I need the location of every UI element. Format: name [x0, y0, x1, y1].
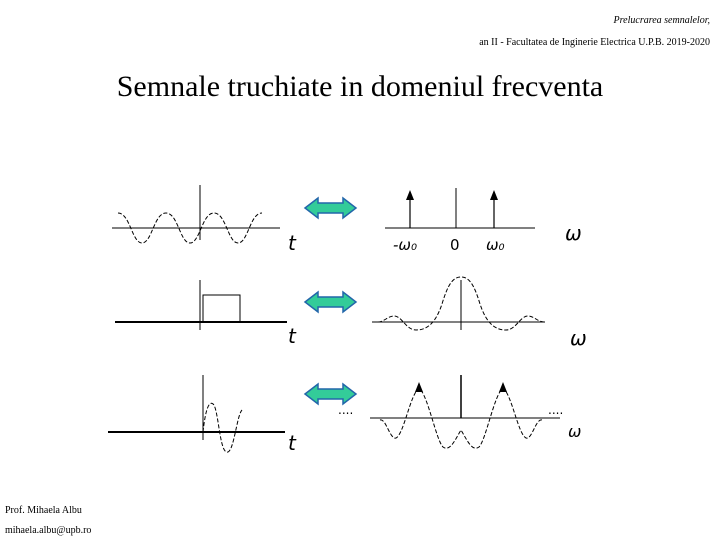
- author-email: mihaela.albu@upb.ro: [5, 525, 92, 536]
- row-pulse: [115, 277, 587, 350]
- course-name: Prelucrarea semnalelor,: [613, 15, 710, 26]
- double-arrow-icon: [305, 384, 356, 404]
- author-name: Prof. Mihaela Albu: [5, 505, 82, 516]
- freq-label-3: ω: [568, 422, 582, 441]
- arrowhead-icon: [415, 382, 423, 392]
- freq-label-1: ω: [565, 221, 582, 245]
- double-arrow-icon: [305, 198, 356, 218]
- faculty-line: an II - Facultatea de Inginerie Electrica U.P.B. 2019-2020: [479, 37, 710, 48]
- arrowhead-icon: [490, 190, 498, 200]
- arrowhead-icon: [406, 190, 414, 200]
- pos-freq-label: ω₀: [486, 236, 505, 254]
- time-label-1: t: [288, 231, 296, 255]
- rectangular-pulse: [203, 295, 240, 322]
- arrowhead-icon: [499, 382, 507, 392]
- row-sinusoid: [112, 185, 582, 255]
- slide-title: Semnale truchiate in domeniul frecventa: [116, 70, 604, 103]
- double-arrow-icon: [305, 292, 356, 312]
- neg-freq-label: -ω₀: [393, 236, 417, 254]
- dots-left: ....: [338, 403, 354, 417]
- zero-label: 0: [450, 236, 460, 254]
- time-label-2: t: [288, 324, 296, 348]
- time-label-3: t: [288, 431, 296, 455]
- truncated-sinusoid-wave: [203, 403, 242, 452]
- row-truncated-sinusoid: [108, 375, 581, 455]
- dots-right: ....: [548, 403, 564, 417]
- freq-label-2: ω: [570, 326, 587, 350]
